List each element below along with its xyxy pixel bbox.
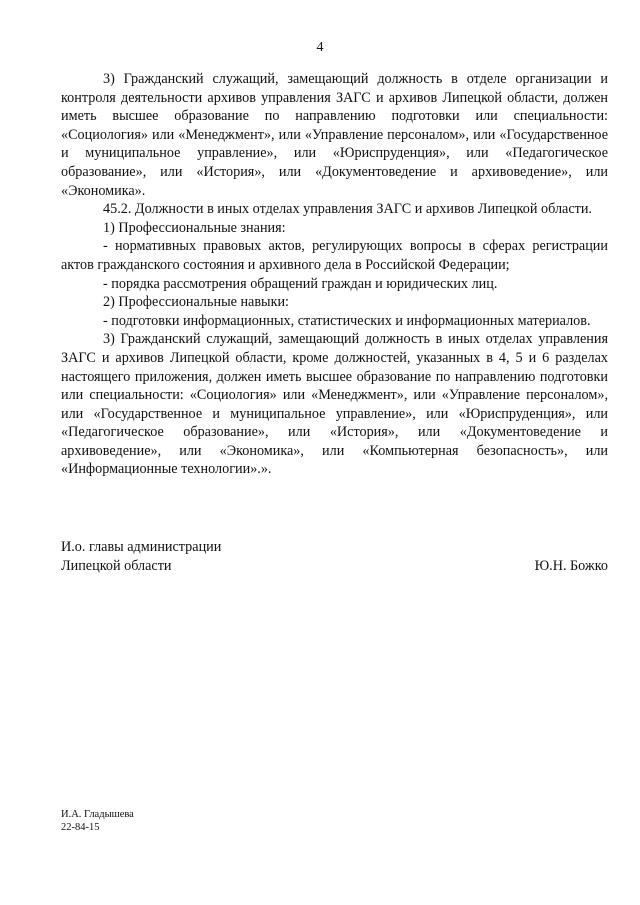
signatory-position-line2: Липецкой области [61,557,172,574]
paragraph-skills-materials: - подготовки информационных, статистических и информационных материалов. [103,312,591,329]
document-body [61,70,608,479]
paragraph-section-45-2: 45.2. Должности в иных отделах управления ЗАГС и архивов Липецкой области. [103,201,592,218]
executor-block [61,808,134,834]
paragraph-professional-skills: 2) Профессиональные навыки: [103,294,290,311]
signatory-name: Ю.Н. Божко [534,557,608,574]
paragraph-education-archives-dept: 3) Гражданский служащий, замещающий должность в отделе организации и контроля деятельности архивов управления ЗАГС и архивов Липецкой области, должен иметь высшее образование по направлению подготовки или специальности: «Социология» или «Менеджмент», или «Управление персоналом», или «Государственное и муниципальное управление», или «Юриспруденция», или «Педагогическое образование», или «История», или «Документоведение и архивоведение», или «Экономика». [61,71,608,199]
signature-block [61,538,608,575]
paragraph-knowledge-appeals: - порядка рассмотрения обращений граждан и юридических лиц. [103,275,498,292]
paragraph-knowledge-legal-acts: - нормативных правовых актов, регулирующих вопросы в сферах регистрации актов гражданского состояния и архивного дела в Российской Федерации; [61,238,608,273]
executor-name: И.А. Гладышева [61,809,134,820]
paragraph-professional-knowledge: 1) Профессиональные знания: [103,219,286,236]
page-number: 4 [316,40,324,55]
signatory-position-line1: И.о. главы администрации [61,539,222,555]
paragraph-education-other-depts: 3) Гражданский служащий, замещающий должность в иных отделах управления ЗАГС и архивов Липецкой области, кроме должностей, указанных в 4, 5 и 6 разделах настоящего приложения, должен иметь высшее образование по направлению подготовки или специальности: «Социология» или «Менеджмент», или «Управление персоналом», или «Государственное и муниципальное управление», или «Юриспруденция», или «Педагогическое образование», или «История», или «Документоведение и архивоведение», или «Экономика», или «Компьютерная безопасность», или «Информационные технологии».». [61,331,608,478]
executor-phone: 22-84-15 [61,822,100,833]
